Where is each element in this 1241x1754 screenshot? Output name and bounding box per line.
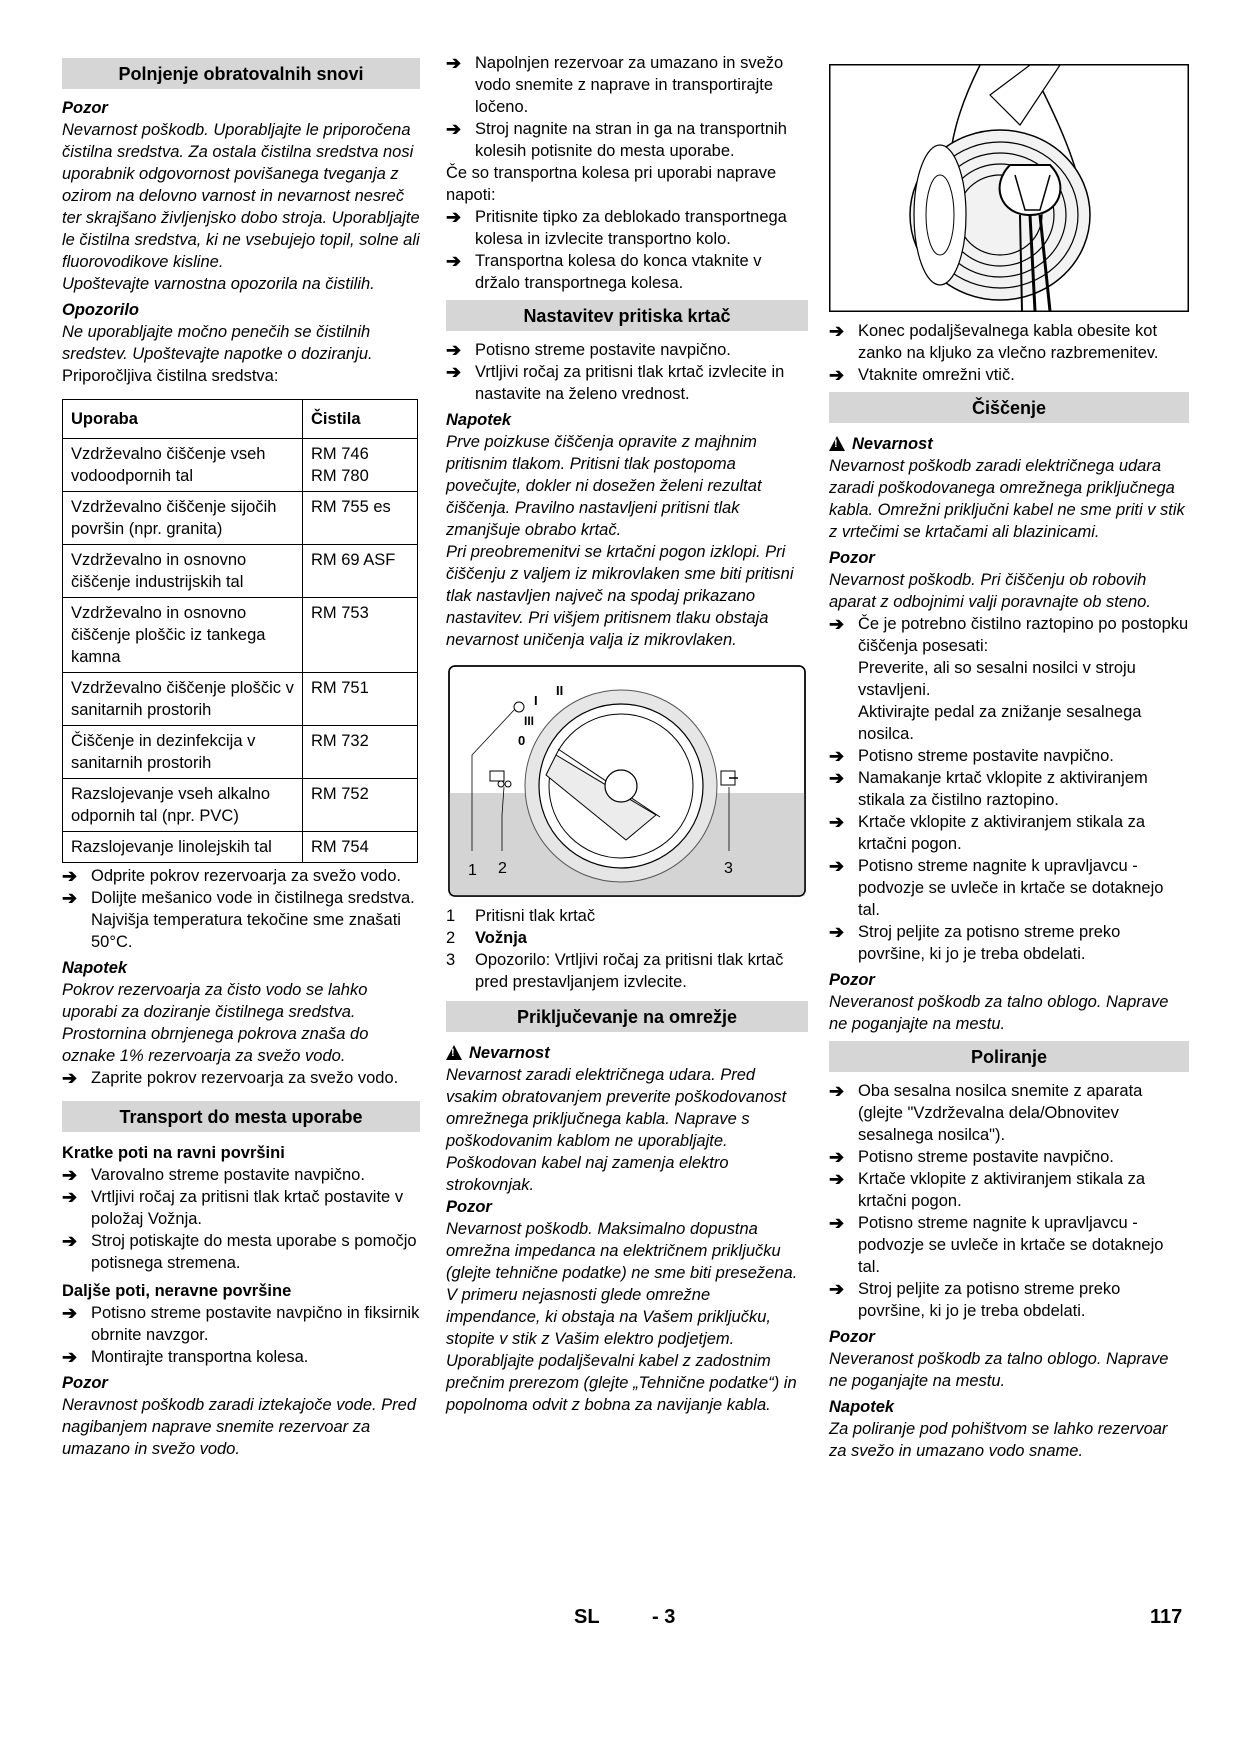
danger-text: Nevarnost poškodb zaradi električnega udara zaradi poškodovanega omrežnega priključnega kabla. Omrežni priključni kabel ne sme priti v stik z vrtečimi se krtačami ali blazinicami.	[829, 457, 1185, 541]
table-cell-usage: Vzdrževalno in osnovno čiščenje ploščic iz tankega kamna	[63, 598, 303, 673]
caution-text-floor: Neveranost poškodb za talno oblogo. Naprave ne poganjajte na mestu.	[829, 993, 1169, 1033]
arrow-right-icon: ➔	[62, 888, 78, 908]
caution-label-2: Pozor	[829, 971, 875, 989]
column-1	[62, 52, 420, 1460]
step-text: Napolnjen rezervoar za umazano in svežo vodo snemite z naprave in transportirajte ločeno.	[475, 54, 784, 116]
danger-label-text: Nevarnost	[852, 435, 933, 453]
callout-3: 3	[724, 860, 733, 877]
step-text: Če je potrebno čistilno raztopino po postopku čiščenja posesati:	[858, 615, 1189, 655]
legend-item	[446, 927, 808, 949]
scale-mark-mid: III	[524, 714, 535, 728]
caution-text-floor-2: Neveranost poškodb za talno oblogo. Naprave ne poganjajte na mestu.	[829, 1350, 1169, 1390]
list-item	[62, 1230, 420, 1274]
callout-1: 1	[468, 862, 477, 879]
list-item	[829, 855, 1189, 921]
note-text: Pokrov rezervoarja za čisto vodo se lahko uporabi za doziranje čistilnega sredstva. Prostornina obrnjenega pokrova znaša do oznake 1% rezervoarja za svežo vodo.	[62, 981, 369, 1065]
step-text: Potisno streme nagnite k upravljavcu - podvozje se uvleče in krtače se dotaknejo tal.	[858, 1214, 1164, 1276]
arrow-right-icon: ➔	[62, 1231, 78, 1251]
caution-label: Pozor	[829, 549, 875, 567]
arrow-right-icon: ➔	[829, 856, 845, 876]
table-cell-usage: Vzdrževalno čiščenje ploščic v sanitarnih prostorih	[63, 673, 303, 726]
table-row	[63, 439, 418, 492]
list-item	[829, 364, 1189, 386]
step-text: Vrtljivi ročaj za pritisni tlak krtač postavite v položaj Vožnja.	[91, 1188, 404, 1228]
arrow-right-icon: ➔	[446, 53, 462, 73]
arrow-right-icon: ➔	[62, 1187, 78, 1207]
step-text: Stroj nagnite na stran in ga na transportnih kolesih potisnite do mesta uporabe.	[475, 120, 787, 160]
arrow-right-icon: ➔	[446, 207, 462, 227]
list-item	[829, 767, 1189, 811]
section-heading-polishing: Poliranje	[829, 1041, 1189, 1072]
table-cell-detergent: RM 69 ASF	[303, 545, 418, 598]
section-heading-pressure: Nastavitev pritiska krtač	[446, 300, 808, 331]
step-text: Vrtljivi ročaj za pritisni tlak krtač izvlecite in nastavite na želeno vrednost.	[475, 363, 785, 403]
section-heading-mains: Priključevanje na omrežje	[446, 1001, 808, 1032]
list-item	[829, 1278, 1189, 1322]
list-item	[446, 250, 808, 294]
step-text: Krtače vklopite z aktiviranjem stikala za krtačni pogon.	[858, 1170, 1146, 1210]
caution-label: Pozor	[62, 99, 108, 117]
arrow-right-icon: ➔	[446, 119, 462, 139]
footer-language: SL	[574, 1606, 600, 1628]
arrow-right-icon: ➔	[62, 1165, 78, 1185]
arrow-right-icon: ➔	[62, 1303, 78, 1323]
arrow-right-icon: ➔	[829, 1213, 845, 1233]
step-text: Montirajte transportna kolesa.	[91, 1348, 309, 1366]
solution-line: Preverite, ali so sesalni nosilci v stroju vstavljeni.	[858, 659, 1136, 699]
caution-label: Pozor	[446, 1198, 492, 1216]
wheels-text: Če so transportna kolesa pri uporabi naprave napoti:	[446, 164, 777, 204]
legend-item	[446, 949, 808, 993]
table-cell-usage: Razslojevanje linolejskih tal	[63, 832, 303, 863]
table-cell-usage: Vzdrževalno in osnovno čiščenje industrijskih tal	[63, 545, 303, 598]
danger-label	[829, 433, 1189, 455]
arrow-right-icon: ➔	[829, 1081, 845, 1101]
step-text: Dolijte mešanico vode in čistilnega sredstva. Najvišja temperatura tekočine sme znašati 50°C.	[91, 889, 415, 951]
list-item	[62, 1186, 420, 1230]
step-text: Varovalno streme postavite navpično.	[91, 1166, 365, 1184]
table-header-usage: Uporaba	[63, 400, 303, 439]
solution-line: Aktivirajte pedal za znižanje sesalnega nosilca.	[858, 703, 1142, 743]
step-text: Pritisnite tipko za deblokado transportnega kolesa in izvlecite transportno kolo.	[475, 208, 787, 248]
list-item	[829, 745, 1189, 767]
section-heading-fill: Polnjenje obratovalnih snovi	[62, 58, 420, 89]
step-text: Zaprite pokrov rezervoarja za svežo vodo.	[91, 1069, 399, 1087]
list-item	[829, 613, 1189, 657]
cable-hook-drawing	[830, 65, 1188, 311]
caution-text: Nevarnost poškodb. Uporabljajte le priporočena čistilna sredstva. Za ostala čistilna sredstva nosi uporabnik odgovornost povišanega tveganja z ozirom na delovno varnost in nevarnost nesreč ter skrajšano življenjsko dobo stroja. Uporabljajte le čistilna sredstva, ki ne vsebujejo topil, solne ali fluorovodikove kisline.	[62, 121, 420, 271]
scale-mark-zero: 0	[518, 733, 526, 748]
step-text: Potisno streme postavite navpično in fiksirnik obrnite navzgor.	[91, 1304, 420, 1344]
legend-text: Opozorilo: Vrtljivi ročaj za pritisni tlak krtač pred prestavljanjem izvlecite.	[475, 951, 784, 991]
pressure-dial-figure	[446, 665, 808, 899]
note-label: Napotek	[829, 1398, 895, 1416]
column-3	[829, 52, 1189, 1462]
callout-2: 2	[498, 860, 507, 877]
list-item	[829, 921, 1189, 965]
list-item	[62, 1302, 420, 1346]
legend-text: Vožnja	[475, 929, 527, 947]
step-text: Potisno streme postavite navpično.	[858, 1148, 1114, 1166]
arrow-right-icon: ➔	[829, 746, 845, 766]
danger-label-text: Nevarnost	[469, 1044, 550, 1062]
list-item	[62, 1067, 420, 1089]
step-text: Vtaknite omrežni vtič.	[858, 366, 1015, 384]
table-row	[63, 598, 418, 673]
arrow-right-icon: ➔	[62, 1068, 78, 1088]
table-cell-detergent: RM 754	[303, 832, 418, 863]
step-text: Krtače vklopite z aktiviranjem stikala za krtačni pogon.	[858, 813, 1146, 853]
arrow-right-icon: ➔	[829, 321, 845, 341]
note-text: Prve poizkuse čiščenja opravite z majhnim pritisnim tlakom. Pritisni tlak postopoma povečujte, dokler ni dosežen želeni rezultat čiščenja. Pravilno nastavljeni pritisni tlak zmanjšuje obrabo krtač.	[446, 433, 762, 539]
table-cell-usage: Razslojevanje vseh alkalno odpornih tal (npr. PVC)	[63, 779, 303, 832]
step-text: Oba sesalna nosilca snemite z aparata (glejte "Vzdrževalna dela/Obnovitev sesalnega nosilca").	[858, 1082, 1143, 1144]
list-item	[62, 1346, 420, 1368]
arrow-right-icon: ➔	[446, 340, 462, 360]
cable-hook-figure	[829, 64, 1189, 312]
section-heading-transport: Transport do mesta uporabe	[62, 1101, 420, 1132]
table-row	[63, 832, 418, 863]
arrow-right-icon: ➔	[829, 365, 845, 385]
legend-item	[446, 905, 808, 927]
list-item	[829, 320, 1189, 364]
table-row	[63, 779, 418, 832]
step-text: Potisno streme postavite navpično.	[858, 747, 1114, 765]
table-cell-detergent: RM 752	[303, 779, 418, 832]
subheading-long-routes: Daljše poti, neravne površine	[62, 1282, 292, 1300]
step-text: Konec podaljševalnega kabla obesite kot zanko na kljuko za vlečno razbremenitev.	[858, 322, 1159, 362]
subheading-short-routes: Kratke poti na ravni površini	[62, 1144, 285, 1162]
warning-triangle-icon	[446, 1045, 462, 1060]
table-header-detergent: Čistila	[303, 400, 418, 439]
arrow-right-icon: ➔	[829, 922, 845, 942]
arrow-right-icon: ➔	[829, 1169, 845, 1189]
table-row	[63, 726, 418, 779]
legend-number: 2	[446, 929, 456, 947]
scale-mark-high: II	[556, 683, 564, 698]
footer-page-sequence: - 3	[652, 1606, 676, 1628]
list-item	[446, 118, 808, 162]
list-item	[829, 1212, 1189, 1278]
step-text: Namakanje krtač vklopite z aktiviranjem stikala za čistilno raztopino.	[858, 769, 1148, 809]
warning-triangle-icon	[829, 436, 845, 451]
table-cell-usage: Čiščenje in dezinfekcija v sanitarnih prostorih	[63, 726, 303, 779]
legend-text: Pritisni tlak krtač	[475, 907, 596, 925]
table-row	[63, 673, 418, 726]
caution-label-3: Pozor	[829, 1328, 875, 1346]
column-2	[446, 52, 808, 1416]
list-item	[829, 1168, 1189, 1212]
arrow-right-icon: ➔	[62, 866, 78, 886]
table-cell-detergent: RM 746 RM 780	[303, 439, 418, 492]
legend-number: 1	[446, 907, 456, 925]
list-item	[446, 206, 808, 250]
table-cell-detergent: RM 753	[303, 598, 418, 673]
table-cell-usage: Vzdrževalno čiščenje sijočih površin (npr. granita)	[63, 492, 303, 545]
list-item	[62, 865, 420, 887]
scale-mark-low: I	[534, 693, 538, 708]
list-item	[62, 887, 420, 953]
recommended-detergents-intro: Priporočljiva čistilna sredstva:	[62, 367, 279, 385]
list-item	[829, 1146, 1189, 1168]
arrow-right-icon: ➔	[829, 614, 845, 634]
caution-text: Nevarnost poškodb. Maksimalno dopustna omrežna impedanca na električnem priključku (glejte tehnične podatke) ne sme biti presežena. V primeru nejasnosti glede omrežne impendance, ki obstaja na Vašem priključku, stopite v stik z Vašim elektro podjetjem.	[446, 1220, 798, 1348]
list-item	[446, 52, 808, 118]
note-label: Napotek	[446, 411, 512, 429]
table-row	[63, 492, 418, 545]
section-heading-cleaning: Čiščenje	[829, 392, 1189, 423]
footer-page-number: 117	[1150, 1606, 1183, 1628]
table-body	[63, 439, 418, 863]
step-text: Potisno streme nagnite k upravljavcu - podvozje se uvleče in krtače se dotaknejo tal.	[858, 857, 1164, 919]
step-text: Potisno streme postavite navpično.	[475, 341, 731, 359]
note-text-2: Pri preobremenitvi se krtačni pogon izklopi. Pri čiščenju z valjem iz mikrovlaken sme biti pritisni tlak nastavljen največ na spodaj prikazano nastavitev. Pri višjem pritisnem tlaku obstaja nevarnost uničenja valja iz mikrovlaken.	[446, 543, 794, 649]
arrow-right-icon: ➔	[829, 768, 845, 788]
step-text: Stroj peljite za potisno streme preko površine, ki jo je treba obdelati.	[858, 1280, 1121, 1320]
arrow-right-icon: ➔	[446, 251, 462, 271]
table-cell-detergent: RM 751	[303, 673, 418, 726]
step-text: Odprite pokrov rezervoarja za svežo vodo.	[91, 867, 401, 885]
step-text: Stroj potiskajte do mesta uporabe s pomočjo potisnega stremena.	[91, 1232, 417, 1272]
step-text: Transportna kolesa do konca vtaknite v držalo transportnega kolesa.	[475, 252, 762, 292]
caution-text-2: Uporabljajte podaljševalni kabel z zadostnim prečnim prerezom (glejte „Tehnične podatke“) in popolnoma odvit z bobna za navijanje kabla.	[446, 1352, 797, 1414]
note-text: Za poliranje pod pohištvom se lahko rezervoar za svežo in umazano vodo sname.	[829, 1420, 1168, 1460]
arrow-right-icon: ➔	[446, 362, 462, 382]
step-text: Stroj peljite za potisno streme preko površine, ki jo je treba obdelati.	[858, 923, 1121, 963]
arrow-right-icon: ➔	[829, 812, 845, 832]
caution-text-water: Neravnost poškodb zaradi iztekajoče vode. Pred nagibanjem naprave snemite rezervoar za umazano in svežo vodo.	[62, 1396, 417, 1458]
danger-text: Nevarnost zaradi električnega udara. Pred vsakim obratovanjem preverite poškodovanost omrežnega priključnega kabla. Naprave s poškodovanim kablom ne uporabljajte. Poškodovan kabel naj zamenja elektro strokovnjak.	[446, 1066, 787, 1194]
caution-label-2: Pozor	[62, 1374, 108, 1392]
list-item	[62, 1164, 420, 1186]
fill-steps	[62, 865, 420, 953]
caution-text-2: Upoštevajte varnostna opozorila na čistilih.	[62, 275, 375, 293]
list-item	[829, 811, 1189, 855]
pressure-dial-drawing	[446, 665, 808, 899]
table-cell-detergent: RM 755 es	[303, 492, 418, 545]
table-row	[63, 545, 418, 598]
arrow-right-icon: ➔	[62, 1347, 78, 1367]
caution-text: Nevarnost poškodb. Pri čiščenju ob robovih aparat z odbojnimi valji poravnajte ob steno.	[829, 571, 1151, 611]
legend-number: 3	[446, 951, 456, 969]
list-item	[446, 361, 808, 405]
danger-label	[446, 1042, 808, 1064]
detergent-table	[62, 399, 418, 863]
warning-label: Opozorilo	[62, 301, 139, 319]
list-item	[446, 339, 808, 361]
warning-text: Ne uporabljajte močno penečih se čistilnih sredstev. Upoštevajte napotke o doziranju.	[62, 323, 373, 363]
arrow-right-icon: ➔	[829, 1279, 845, 1299]
table-header-row	[63, 400, 418, 439]
note-label: Napotek	[62, 959, 128, 977]
list-item	[829, 1080, 1189, 1146]
figure-legend	[446, 905, 808, 993]
arrow-right-icon: ➔	[829, 1147, 845, 1167]
table-cell-detergent: RM 732	[303, 726, 418, 779]
table-cell-usage: Vzdrževalno čiščenje vseh vodoodpornih tal	[63, 439, 303, 492]
